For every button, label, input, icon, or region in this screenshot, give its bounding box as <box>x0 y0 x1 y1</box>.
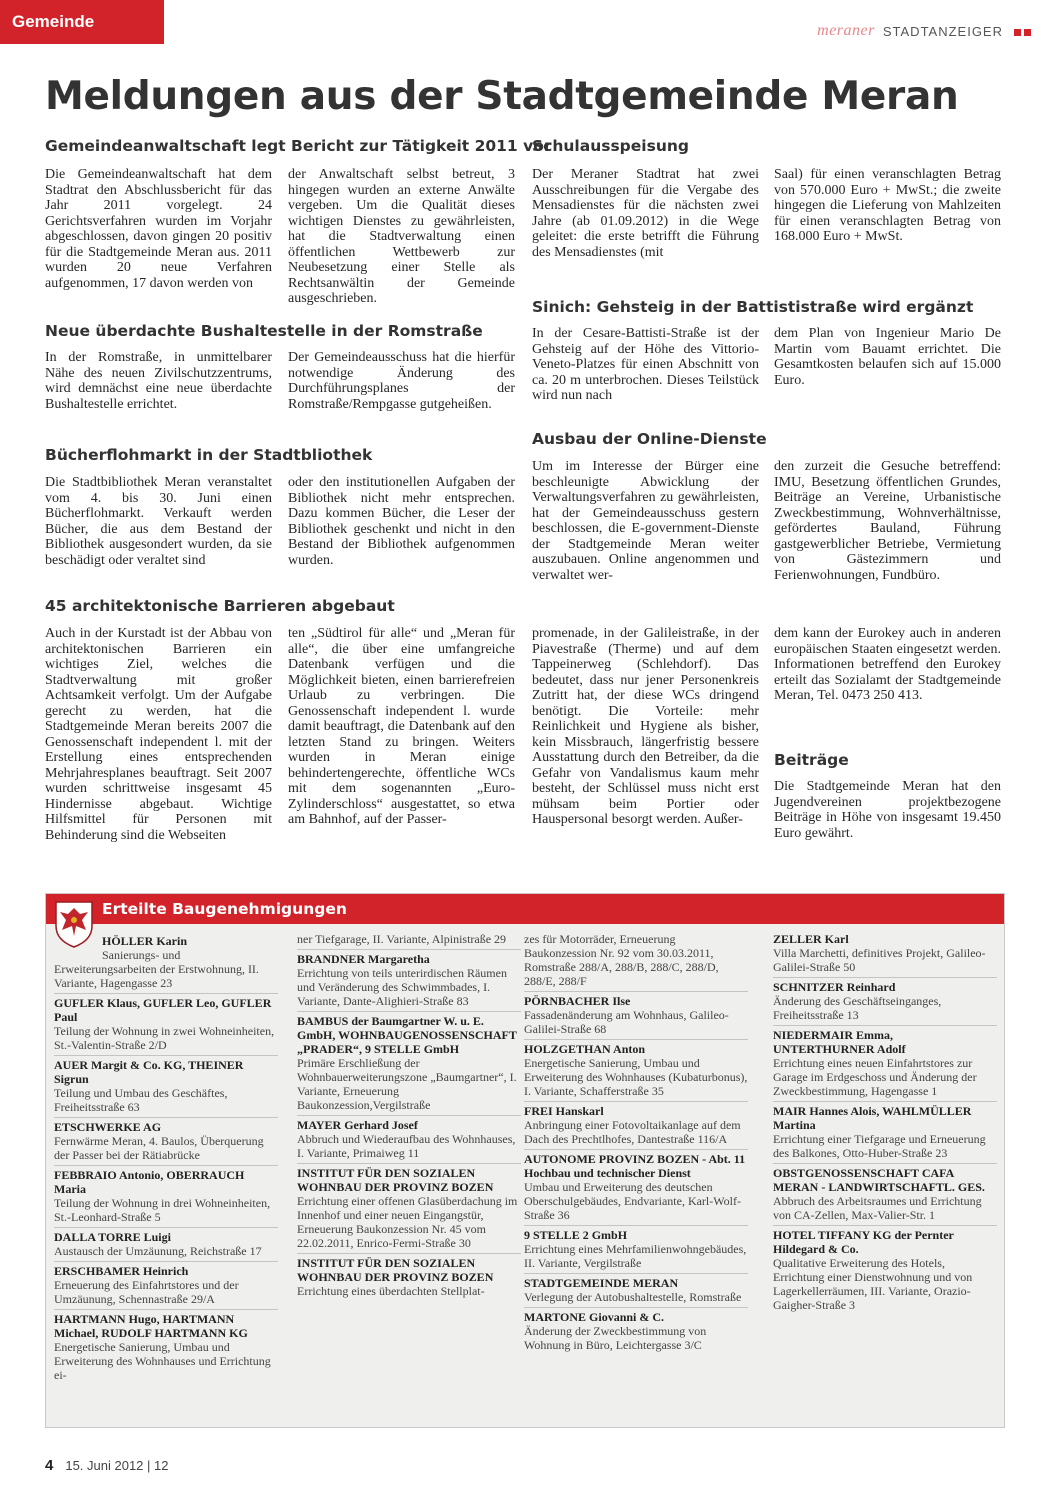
permit-entry <box>297 1164 521 1254</box>
permit-description: Fernwärme Meran, 4. Baulos, Überquerung der Passer bei der Rätiabrücke <box>54 1134 264 1162</box>
permit-entry <box>54 1118 278 1166</box>
article-text-gehsteig-col1: In der Cesare-Battisti-Straße ist der Gehsteig auf der Höhe des Vittorio-Veneto-Platzes für einen Abschnitt von ca. 20 m unterbrochen. Dieses Teilstück wird nun nach <box>532 326 759 403</box>
permit-entry <box>54 932 278 994</box>
article-text-online-dienste-col1: Um im Interesse der Bürger eine beschleunigte Abwicklung der Verwaltungsverfahren zu gewährleisten, hat der Gemeindeausschuss gestern beschlossen, die E-government-Dienste der Stadtgemeinde Meran weiter auszubauen. Online angenommen und verwaltet wer- <box>532 459 759 583</box>
page-footer <box>45 1457 168 1474</box>
permit-holder: OBSTGENOSSENSCHAFT CAFA MERAN - LANDWIRTSCHAFTL. GES. <box>773 1166 985 1194</box>
permit-entry <box>524 1308 748 1355</box>
permit-description: Errichtung einer offenen Glasüberdachung im Innenhof und einer neuen Eingangstür, Erneuerung Baukonzession Nr. 45 vom 22.02.2011, Enrico-Fermi-Straße 30 <box>297 1194 518 1250</box>
permit-holder: BRANDNER Margaretha <box>297 952 430 966</box>
permit-description: Errichtung eines überdachten Stellplat- <box>297 1284 485 1298</box>
permit-holder: NIEDERMAIR Emma, UNTERTHURNER Adolf <box>773 1028 906 1056</box>
article-text-barrieren-col3: promenade, in der Galileistraße, in der Piavestraße (Therme) und auf dem Tappeinerweg (Schlehdorf). Das bedeutet, dass nur jener Personenkreis Zutritt hat, der diese WCs dringend benötigt. Die Vorteile: mehr Reinlichkeit und Hygiene als bisher, kein Missbrauch, längerfristig bessere Ausstattung durch den Betreiber, da die Gefahr von Vandalismus kaum mehr besteht, der Schlüssel muss nicht erst mühsam beim Portier oder Hauspersonal besorgt werden. Außer- <box>532 626 759 827</box>
permit-holder: BAMBUS der Baumgartner W. u. E. GmbH, WOHNBAUGENOSSENSCHAFT „PRADER“, 9 STELLE GmbH <box>297 1014 517 1056</box>
permit-description: ner Tiefgarage, II. Variante, Alpinistraße 29 <box>297 932 507 946</box>
permit-entry <box>524 1274 748 1308</box>
article-text-buecherflohmarkt-col1: Die Stadtbibliothek Meran veranstaltet vom 4. bis 30. Juni einen Bücherflohmarkt. Verkauft werden Bücher, die aus dem Bestand der Bibliothek ausgesondert wurden, da sie beschädigt oder veraltet sind <box>45 475 272 568</box>
permit-entry <box>773 1164 997 1226</box>
article-text-schulausspeisung-col2: Saal) für einen veranschlagten Betrag von 570.000 Euro + MwSt.; die zweite hingegen die Lieferung von Mahlzeiten für einen veranschlagten Betrag von 168.000 Euro + MwSt. <box>774 167 1001 244</box>
article-text-gehsteig-col2: dem Plan von Ingenieur Mario De Martin vom Bauamt errichtet. Die Gesamtkosten belaufen sich auf 15.000 Euro. <box>774 326 1001 388</box>
permit-description: Änderung der Zweckbestimmung von Wohnung in Büro, Leichtergasse 3/C <box>524 1324 707 1352</box>
permit-holder: MAIR Hannes Alois, WAHLMÜLLER Martina <box>773 1104 972 1132</box>
permit-description: Abbruch und Wiederaufbau des Wohnhauses, I. Variante, Primaiweg 11 <box>297 1132 516 1160</box>
permit-holder: 9 STELLE 2 GmbH <box>524 1228 628 1242</box>
article-text-online-dienste-col2: den zurzeit die Gesuche betreffend: IMU, Besetzung öffentlichen Grundes, Beiträge an Vereine, Urbanistische Zweckbestimmung, Wohnverhältnisse, gefördertes Bauland, Führung gastgewerblicher Betriebe, Vermietung von Gästezimmern und Ferienwohnungen, Fundbüro. <box>774 459 1001 583</box>
article-heading-barrieren: 45 architektonische Barrieren abgebaut <box>45 597 395 615</box>
article-heading-buecherflohmarkt: Bücherflohmarkt in der Stadtbliothek <box>45 446 373 464</box>
permit-entry <box>297 930 521 950</box>
permit-entry <box>54 994 278 1056</box>
brand-squares <box>1011 23 1031 40</box>
permit-holder: FEBBRAIO Antonio, OBERRAUCH Maria <box>54 1168 245 1196</box>
article-text-barrieren-col1: Auch in der Kurstadt ist der Abbau von architektonischen Barrieren ein wichtiges Ziel, welches die Stadtverwaltung mit großer Achtsamkeit verfolgt. Um der Aufgabe gerecht zu werden, hat die Stadtgemeinde Meran bereits 2007 die Genossenschaft independent l. mit der Erstellung eines entsprechenden Mehrjahresplanes beauftragt. Seit 2007 wurden schrittweise insgesamt 45 Hindernisse abgebaut. Wichtige Hilfsmittel für Personen mit Behinderung sind die Webseiten <box>45 626 272 843</box>
permit-holder: DALLA TORRE Luigi <box>54 1230 171 1244</box>
page-title: Meldungen aus der Stadtgemeinde Meran <box>45 74 959 119</box>
brand-name-stadtanzeiger: STADTANZEIGER <box>882 23 1003 39</box>
article-heading-gehsteig: Sinich: Gehsteig in der Battististraße wird ergänzt <box>532 298 974 316</box>
permit-holder: HOTEL TIFFANY KG der Pernter Hildegard & Co. <box>773 1228 954 1256</box>
permit-holder: STADTGEMEINDE MERAN <box>524 1276 679 1290</box>
permit-description: Erneuerung des Einfahrtstores und der Umzäunung, Schennastraße 29/A <box>54 1278 239 1306</box>
permits-column-4 <box>773 930 997 1315</box>
article-heading-schulausspeisung: Schulausspeisung <box>532 137 689 155</box>
permit-description: Primäre Erschließung der Wohnbauerweiterungszone „Baumgartner“, I. Variante, Erneuerung Baukonzession,Vergilstraße <box>297 1056 517 1112</box>
permit-holder: SCHNITZER Reinhard <box>773 980 896 994</box>
permit-holder: MAYER Gerhard Josef <box>297 1118 418 1132</box>
permit-holder: ZELLER Karl <box>773 932 849 946</box>
permit-holder: INSTITUT FÜR DEN SOZIALEN WOHNBAU DER PROVINZ BOZEN <box>297 1166 494 1194</box>
permit-holder: HÖLLER Karin <box>102 934 188 948</box>
permit-description: Verlegung der Autobushaltestelle, Romstraße <box>524 1290 742 1304</box>
article-text-buecherflohmarkt-col2: oder den institutionellen Aufgaben der Bibliothek nicht mehr entsprechen. Dazu kommen Bücher, die Leser der Bibliothek geschenkt und nicht in den Bestand der Bibliothek aufgenommen wurden. <box>288 475 515 568</box>
permit-holder: ETSCHWERKE AG <box>54 1120 162 1134</box>
permit-description: Teilung der Wohnung in drei Wohneinheiten, St.-Leonhard-Straße 5 <box>54 1196 271 1224</box>
permit-entry <box>524 1226 748 1274</box>
building-permits-header <box>46 894 1004 924</box>
permit-holder: MARTONE Giovanni & C. <box>524 1310 665 1324</box>
permit-holder: AUTONOME PROVINZ BOZEN - Abt. 11 Hochbau und technischer Dienst <box>524 1152 746 1180</box>
permit-entry <box>54 1166 278 1228</box>
article-text-anwaltschaft-col2: der Anwaltschaft selbst betreut, 3 hingegen wurden an externe Anwälte vergeben. Um die Qualität dieses wichtigen Dienstes zu gewährleisten, hat die Stadtverwaltung einen öffentlichen Wettbewerb zur Neubesetzung einer Stelle als Rechtsanwältin der Gemeinde ausgeschrieben. <box>288 167 515 306</box>
permit-description: Fassadenänderung am Wohnhaus, Galileo-Galilei-Straße 68 <box>524 1008 729 1036</box>
brand-name-meraner: meraner <box>817 22 875 39</box>
masthead <box>817 22 1031 40</box>
permit-description: Sanierungs- und Erweiterungsarbeiten der Erstwohnung, II. Variante, Hagengasse 23 <box>54 948 259 990</box>
permit-description: Errichtung von teils unterirdischen Räumen und Veränderung des Schwimmbades, I. Variante, Dante-Alighieri-Straße 83 <box>297 966 507 1008</box>
permit-entry <box>297 1012 521 1116</box>
permit-entry <box>524 930 748 992</box>
permit-entry <box>773 1026 997 1102</box>
permit-holder: INSTITUT FÜR DEN SOZIALEN WOHNBAU DER PROVINZ BOZEN <box>297 1256 494 1284</box>
permits-column-3 <box>524 930 748 1355</box>
permit-entry <box>773 1226 997 1315</box>
permits-column-2 <box>297 930 521 1301</box>
permit-holder: HARTMANN Hugo, HARTMANN Michael, RUDOLF HARTMANN KG <box>54 1312 248 1340</box>
permit-entry <box>773 1102 997 1164</box>
article-heading-beitraege: Beiträge <box>774 751 849 769</box>
permit-holder: AUER Margit & Co. KG, THEINER Sigrun <box>54 1058 244 1086</box>
permit-entry <box>54 1262 278 1310</box>
permit-description: Energetische Sanierung, Umbau und Erweiterung des Wohnhauses (Kubaturbonus), I. Variante, Schafferstraße 35 <box>524 1056 748 1098</box>
permit-entry <box>524 1102 748 1150</box>
article-heading-anwaltschaft: Gemeindeanwaltschaft legt Bericht zur Tätigkeit 2011 vor <box>45 137 552 155</box>
article-text-beitraege: Die Stadtgemeinde Meran hat den Jugendvereinen projektbezogene Beiträge in Höhe von insgesamt 19.450 Euro gewährt. <box>774 779 1001 841</box>
permit-holder: PÖRNBACHER Ilse <box>524 994 631 1008</box>
permit-entry <box>524 1040 748 1102</box>
article-text-anwaltschaft-col1: Die Gemeindeanwaltschaft hat dem Stadtrat den Abschlussbericht für das Jahr 2011 vorgelegt. 24 Gerichtsverfahren wurden im Vorjahr abgeschlossen, davon gingen 20 positiv für die Stadtgemeinde Meran aus. 2011 wurden 20 neue Verfahren aufgenommen, 17 davon werden von <box>45 167 272 291</box>
permit-entry <box>54 1228 278 1262</box>
permit-description: Errichtung eines neuen Einfahrtstores zur Garage im Erdgeschoss und Änderung der Zweckbestimmung, Hagengasse 1 <box>773 1056 977 1098</box>
permit-description: Umbau und Erweiterung des deutschen Oberschulgebäudes, Endvariante, Karl-Wolf-Straße 36 <box>524 1180 741 1222</box>
permit-entry <box>773 978 997 1026</box>
permit-holder: HOLZGETHAN Anton <box>524 1042 646 1056</box>
permit-description: Qualitative Erweiterung des Hotels, Errichtung einer Dienstwohnung und von Lagerkellerräumen, III. Variante, Orazio-Gaigher-Straße 3 <box>773 1256 973 1312</box>
permit-description: zes für Motorräder, Erneuerung Baukonzession Nr. 92 vom 30.03.2011, Romstraße 288/A, 288/B, 288/C, 288/D, 288/E, 288/F <box>524 932 719 988</box>
permit-description: Teilung der Wohnung in zwei Wohneinheiten, St.-Valentin-Straße 2/D <box>54 1024 275 1052</box>
article-text-bushaltestelle-col2: Der Gemeindeausschuss hat die hierfür notwendige Änderung des Durchführungsplanes der Romstraße/Rempgasse gutgeheißen. <box>288 350 515 412</box>
permit-description: Teilung und Umbau des Geschäftes, Freiheitsstraße 63 <box>54 1086 228 1114</box>
permit-description: Anbringung einer Fotovoltaikanlage auf dem Dach des Prechtlhofes, Dantestraße 116/A <box>524 1118 741 1146</box>
article-text-schulausspeisung-col1: Der Meraner Stadtrat hat zwei Ausschreibungen für die Vergabe des Mensadienstes für die nächsten zwei Jahre (ab 01.09.2012) in die Wege geleitet: die erste betrifft die Führung des Mensadienstes (mit <box>532 167 759 260</box>
permit-entry <box>54 1310 278 1385</box>
permit-holder: FREI Hanskarl <box>524 1104 604 1118</box>
permit-entry <box>773 930 997 978</box>
article-heading-bushaltestelle: Neue überdachte Bushaltestelle in der Romstraße <box>45 322 483 340</box>
permit-description: Änderung des Geschäftseinganges, Freiheitsstraße 13 <box>773 994 942 1022</box>
building-permits-box <box>45 893 1005 1428</box>
article-heading-online-dienste: Ausbau der Online-Dienste <box>532 430 767 448</box>
building-permits-title: Erteilte Baugenehmigungen <box>102 900 347 918</box>
permit-description: Abbruch des Arbeitsraumes und Errichtung von CA-Zellen, Max-Valier-Str. 1 <box>773 1194 982 1222</box>
page-number: 4 <box>45 1457 54 1474</box>
permit-entry <box>54 1056 278 1118</box>
permit-holder: ERSCHBAMER Heinrich <box>54 1264 189 1278</box>
permit-entry <box>524 1150 748 1226</box>
section-tab: Gemeinde <box>0 0 164 44</box>
article-text-bushaltestelle-col1: In der Romstraße, in unmittelbarer Nähe des neuen Zivilschutzzentrums, wird demnächst eine neue überdachte Bushaltestelle errichtet. <box>45 350 272 412</box>
permit-entry <box>524 992 748 1040</box>
permit-holder: GUFLER Klaus, GUFLER Leo, GUFLER Paul <box>54 996 272 1024</box>
article-text-barrieren-col2: ten „Südtirol für alle“ und „Meran für alle“, die über eine umfangreiche Datenbank verfügen und die Möglichkeit bieten, einen barrierefreien Urlaub zu verbringen. Die Genossenschaft independent l. wurde damit beauftragt, die Datenbank auf den letzten Stand zu bringen. Weiters wurden in Meran einige behindertengerechte, öffentliche WCs mit dem sogenannten „Euro-Zylinderschloss“ ausgestattet, so etwa am Bahnhof, auf der Passer- <box>288 626 515 827</box>
permit-description: Austausch der Umzäunung, Reichstraße 17 <box>54 1244 262 1258</box>
permit-entry <box>297 950 521 1012</box>
permit-description: Energetische Sanierung, Umbau und Erweiterung des Wohnhauses und Errichtung ei- <box>54 1340 271 1382</box>
permit-description: Villa Marchetti, definitives Projekt, Galileo-Galilei-Straße 50 <box>773 946 986 974</box>
permit-entry <box>297 1254 521 1301</box>
issue-date: 15. Juni 2012 | 12 <box>65 1458 169 1473</box>
permit-description: Errichtung einer Tiefgarage und Erneuerung des Balkones, Otto-Huber-Straße 23 <box>773 1132 986 1160</box>
permit-description: Errichtung eines Mehrfamilienwohngebäudes, II. Variante, Vergilstraße <box>524 1242 747 1270</box>
permit-entry <box>297 1116 521 1164</box>
permits-column-1 <box>54 932 278 1385</box>
article-text-barrieren-col4: dem kann der Eurokey auch in anderen europäischen Staaten eingesetzt werden. Informationen betreffend den Eurokey erteilt das Sozialamt der Stadtgemeinde Meran, Tel. 0473 250 413. <box>774 626 1001 703</box>
